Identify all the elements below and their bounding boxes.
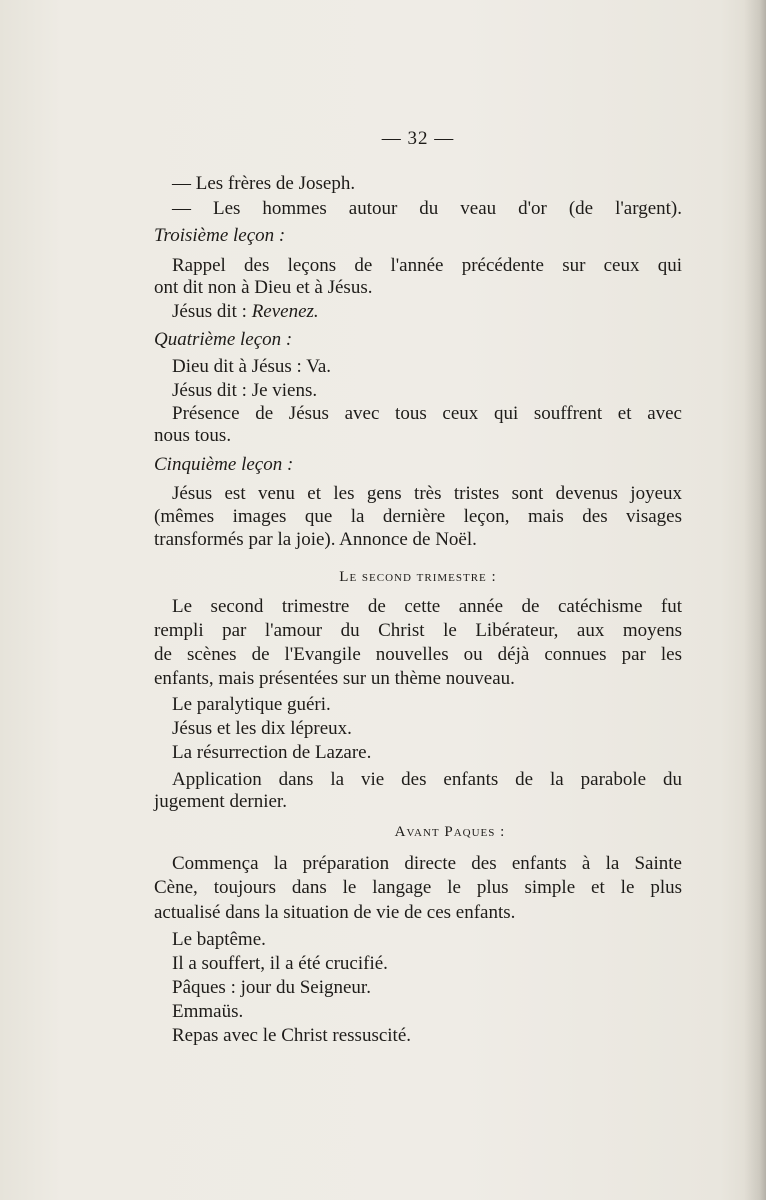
text-line: Cène, toujours dans le langage le plus simple et le plus [154, 877, 682, 898]
page-number: — 32 — [381, 128, 455, 149]
text-line: Jésus dit : Je viens. [172, 380, 318, 401]
text-line: nous tous. [154, 425, 232, 446]
text-line: La résurrection de Lazare. [172, 742, 372, 763]
text-line: rempli par l'amour du Christ le Libérateur, aux moyens [154, 620, 682, 641]
page-edge-shadow [744, 0, 766, 1200]
text-line: Il a souffert, il a été crucifié. [172, 953, 388, 974]
text-line: Le baptême. [172, 929, 266, 950]
text-line: — Les frères de Joseph. [172, 173, 356, 194]
text-span-italic: Revenez. [251, 301, 319, 322]
text-line: — Les hommes autour du veau d'or (de l'argent). [172, 198, 682, 219]
text-line: Le paralytique guéri. [172, 694, 331, 715]
text-line: (mêmes images que la dernière leçon, mais des visages [154, 506, 682, 527]
text-line: Repas avec le Christ ressuscité. [172, 1025, 412, 1046]
text-line: enfants, mais présentées sur un thème nouveau. [154, 668, 515, 689]
lesson-heading: Troisième leçon : [154, 225, 286, 246]
text-line: jugement dernier. [154, 791, 287, 812]
text-line: Application dans la vie des enfants de la parabole du [172, 769, 682, 790]
text-line: Jésus et les dix lépreux. [172, 718, 352, 739]
text-line: Pâques : jour du Seigneur. [172, 977, 371, 998]
text-line: Rappel des leçons de l'année précédente sur ceux qui [172, 255, 682, 276]
text-line: Commença la préparation directe des enfants à la Sainte [172, 853, 682, 874]
lesson-heading: Cinquième leçon : [154, 454, 294, 475]
text-line: Dieu dit à Jésus : Va. [172, 356, 332, 377]
text-line: Emmaüs. [172, 1001, 244, 1022]
text-line: ont dit non à Dieu et à Jésus. [154, 277, 373, 298]
text-line: actualisé dans la situation de vie de ces enfants. [154, 902, 516, 923]
section-heading: Le second trimestre : [339, 569, 497, 585]
text-line: transformés par la joie). Annonce de Noël. [154, 529, 477, 550]
text-line: Présence de Jésus avec tous ceux qui souffrent et avec [172, 403, 682, 424]
section-heading: Avant Paques : [394, 824, 506, 840]
text-line: Jésus est venu et les gens très tristes sont devenus joyeux [172, 483, 682, 504]
text-line: de scènes de l'Evangile nouvelles ou déjà connues par les [154, 644, 682, 665]
lesson-heading: Quatrième leçon : [154, 329, 293, 350]
text-line [172, 300, 319, 324]
text-line: Le second trimestre de cette année de catéchisme fut [172, 596, 682, 617]
text-span: Jésus dit : [172, 301, 252, 322]
